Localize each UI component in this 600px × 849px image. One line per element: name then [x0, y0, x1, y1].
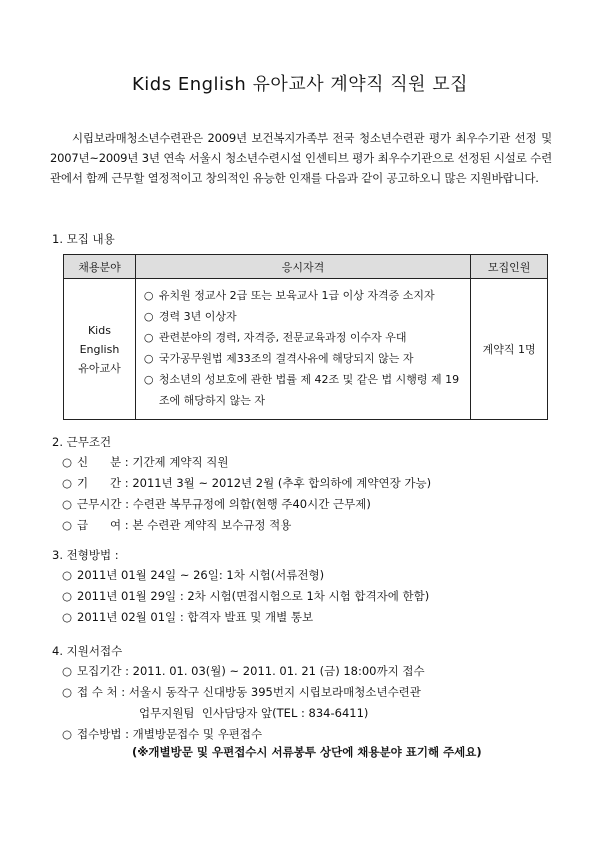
list-item: ○ 2011년 02월 01일 : 합격자 발표 및 개별 통보 [62, 607, 429, 628]
qualification-item: ○ 관련분야의 경력, 자격증, 전문교육과정 이수자 우대 [144, 327, 464, 348]
section-heading-application: 4. 지원서접수 [52, 644, 123, 658]
list-item: ○ 2011년 01월 29일 : 2차 시험(면접시험으로 1차 시험 합격자에 한함) [62, 586, 429, 607]
intro-paragraph: 시립보라매청소년수련관은 2009년 보건복지가족부 전국 청소년수련관 평가 최우수기관 선정 및 2007년~2009년 3년 연속 서울시 청소년수련시설 인센티브 평가 최우수기관으로 선정된 시설로 수련관에서 함께 근무할 열정적이고 창의적인 유능한 인재를 다음과 같이 공고하오니 많은 지원바랍니다. [50, 131, 552, 185]
list-item: ○ 접 수 처 : 서울시 동작구 신대방동 395번지 시립보라매청소년수련관 [62, 682, 425, 703]
list-item: ○ 급 여 : 본 수련관 계약직 보수규정 적용 [62, 515, 431, 536]
circle-bullet-icon: ○ [143, 310, 154, 323]
header-qualification: 응시자격 [135, 255, 470, 279]
circle-bullet-icon: ○ [62, 589, 73, 603]
circle-bullet-icon: ○ [62, 685, 73, 699]
circle-bullet-icon: ○ [62, 664, 73, 678]
circle-bullet-icon: ○ [62, 476, 73, 490]
section-heading-conditions: 2. 근무조건 [52, 435, 112, 449]
field-line: English [79, 342, 120, 356]
list-item: ○ 모집기간 : 2011. 01. 03(월) ~ 2011. 01. 21 (금) 18:00까지 접수 [62, 661, 425, 682]
table-row [64, 279, 548, 420]
page-title: Kids English 유아교사 계약직 직원 모집 [132, 74, 468, 95]
field-line: Kids [87, 323, 111, 337]
qualification-item: ○ 국가공무원법 제33조의 결격사유에 해당되지 않는 자 [144, 348, 464, 369]
header-quota: 모집인원 [471, 255, 548, 279]
circle-bullet-icon: ○ [62, 568, 73, 582]
circle-bullet-icon: ○ [62, 518, 73, 532]
table-header-row [64, 255, 548, 279]
section-heading-selection: 3. 전형방법 : [52, 548, 119, 562]
list-item: ○ 기 간 : 2011년 3월 ~ 2012년 2월 (추후 합의하에 계약연장 가능) [62, 473, 431, 494]
qualification-item: ○ 청소년의 성보호에 관한 법률 제 42조 및 같은 법 시행령 제 19조에 해당하지 않는 자 [144, 369, 464, 411]
list-item: ○ 근무시간 : 수련관 복무규정에 의함(현행 주40시간 근무제) [62, 494, 431, 515]
circle-bullet-icon: ○ [143, 331, 154, 344]
list-item: ○ 신 분 : 기간제 계약직 직원 [62, 452, 431, 473]
circle-bullet-icon: ○ [62, 727, 73, 741]
section-heading-recruitment: 1. 모집 내용 [52, 232, 115, 246]
circle-bullet-icon: ○ [143, 289, 154, 302]
selection-list [62, 565, 429, 628]
conditions-list [62, 452, 431, 536]
list-item-continuation: 업무지원팀 인사담당자 앞(TEL : 834-6411) [139, 706, 369, 720]
list-item: ○ 접수방법 : 개별방문접수 및 우편접수 [62, 724, 425, 745]
circle-bullet-icon: ○ [62, 497, 73, 511]
qualification-cell [135, 279, 470, 420]
list-item: ○ 2011년 01월 24일 ~ 26일: 1차 시험(서류전형) [62, 565, 429, 586]
circle-bullet-icon: ○ [143, 373, 154, 386]
quota-cell: 계약직 1명 [471, 279, 548, 420]
qualification-item: ○ 경력 3년 이상자 [144, 306, 464, 327]
circle-bullet-icon: ○ [62, 455, 73, 469]
application-note: (※개별방문 및 우편접수시 서류봉투 상단에 채용분야 표기해 주세요) [132, 745, 482, 759]
circle-bullet-icon: ○ [62, 610, 73, 624]
field-cell [64, 279, 136, 420]
recruitment-table [63, 254, 548, 420]
qualification-item: ○ 유치원 정교사 2급 또는 보육교사 1급 이상 자격증 소지자 [144, 285, 464, 306]
header-field: 채용분야 [64, 255, 136, 279]
circle-bullet-icon: ○ [143, 352, 154, 365]
field-line: 유아교사 [78, 361, 121, 375]
application-list [62, 661, 425, 745]
